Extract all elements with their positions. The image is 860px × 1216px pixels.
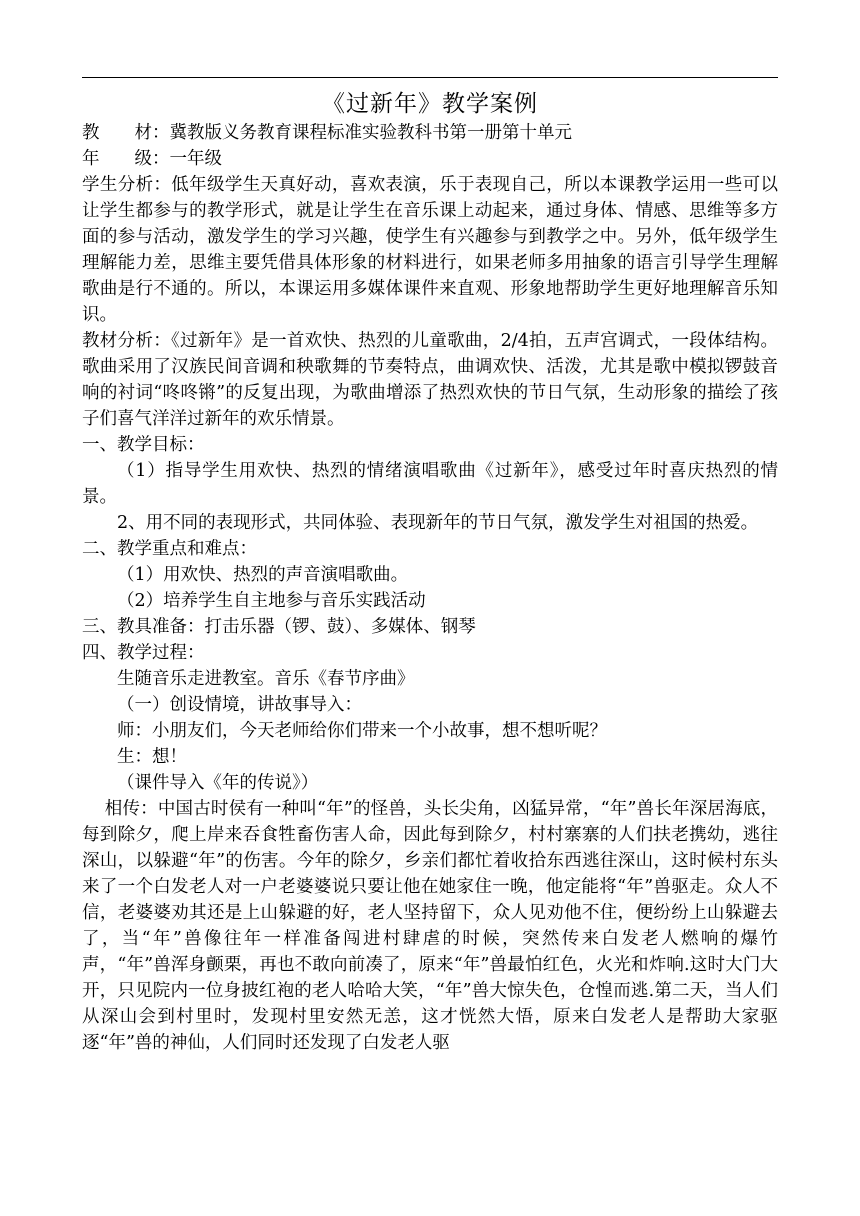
header-rule [82,77,778,78]
key-point-2: （2）培养学生自主地参与音乐实践活动 [117,591,426,611]
grade-line [82,146,778,172]
legend-story: 相传：中国古时侯有一种叫“年”的怪兽，头长尖角，凶猛异常，“年”兽长年深居海底，每到除夕，爬上岸来吞食牲畜伤害人命，因此每到除夕，村村寨寨的人们扶老携幼，逃往深山，以躲避“年”的伤害。今年的除夕，乡亲们都忙着收拾东西逃往深山，这时候村东头来了一个白发老人对一户老婆婆说只要让他在她家住一晚，他定能将“年”兽驱走。众人不信，老婆婆劝其还是上山躲避的好，老人坚持留下，众人见劝他不住，便纷纷上山躲避去了，当“年”兽像往年一样准备闯进村肆虐的时候，突然传来白发老人燃响的爆竹声，“年”兽浑身颤栗，再也不敢向前凑了，原来“年”兽最怕红色，火光和炸响.这时大门大开，只见院内一位身披红袍的老人哈哈大笑，“年”兽大惊失色，仓惶而逃.第二天，当人们从深山会到村里时，发现村里安然无恙，这才恍然大悟，原来白发老人是帮助大家驱逐“年”兽的神仙，人们同时还发现了白发老人驱 [82,799,778,1053]
material-label: 教 材： [82,123,170,143]
goal-2: 2、用不同的表现形式，共同体验、表现新年的节日气氛，激发学生对祖国的热爱。 [117,513,759,533]
student-analysis [82,172,778,328]
material-analysis-label: 教材分析： [82,331,172,351]
student-analysis-label: 学生分析： [82,175,172,195]
key-points-heading: 二、教学重点和难点： [82,539,257,559]
process-heading: 四、教学过程： [82,643,205,663]
document-title: 《过新年》教学案例 [322,91,538,117]
process-step-3: 师：小朋友们，今天老师给你们带来一个小故事，想不想听呢？ [117,721,607,741]
key-point-1: （1）用欢快、热烈的声音演唱歌曲。 [117,565,409,585]
student-analysis-text: 低年级学生天真好动，喜欢表演，乐于表现自己，所以本课教学运用一些可以让学生都参与的教学形式，就是让学生在音乐课上动起来，通过身体、情感、思维等多方面的参与活动，激发学生的学习兴趣，使学生有兴趣参与到教学之中。另外，低年级学生理解能力差，思维主要凭借具体形象的材料进行，如果老师多用抽象的语言引导学生理解歌曲是行不通的。所以，本课运用多媒体课件来直观、形象地帮助学生更好地理解音乐知识。 [82,175,779,325]
process-step-5: （课件导入《年的传说》） [117,773,319,793]
process-step-1: 生随音乐走进教室。音乐《春节序曲》 [117,669,415,689]
grade-label: 年 级： [82,149,170,169]
document-body [82,120,778,1056]
goals-heading: 一、教学目标： [82,435,205,455]
material-analysis-text: 《过新年》是一首欢快、热烈的儿童歌曲，2/4拍，五声宫调式，一段体结构。歌曲采用了汉族民间音调和秧歌舞的节奏特点，曲调欢快、活泼，尤其是歌中模拟锣鼓音响的衬词“咚咚锵”的反复出现，为歌曲增添了热烈欢快的节日气氛，生动形象的描绘了孩子们喜气洋洋过新年的欢乐情景。 [82,331,778,429]
material-analysis [82,328,778,432]
material-line [82,120,778,146]
grade-value: 一年级 [169,149,222,169]
process-step-2: （一）创设情境，讲故事导入： [117,695,362,715]
material-value: 冀教版义务教育课程标准实验教科书第一册第十单元 [169,123,572,143]
process-step-4: 生：想！ [117,747,187,767]
teaching-tools: 三、教具准备：打击乐器（锣、鼓）、多媒体、钢琴 [82,617,476,637]
goal-1: （1）指导学生用欢快、热烈的情绪演唱歌曲《过新年》，感受过年时喜庆热烈的情景。 [82,461,778,507]
